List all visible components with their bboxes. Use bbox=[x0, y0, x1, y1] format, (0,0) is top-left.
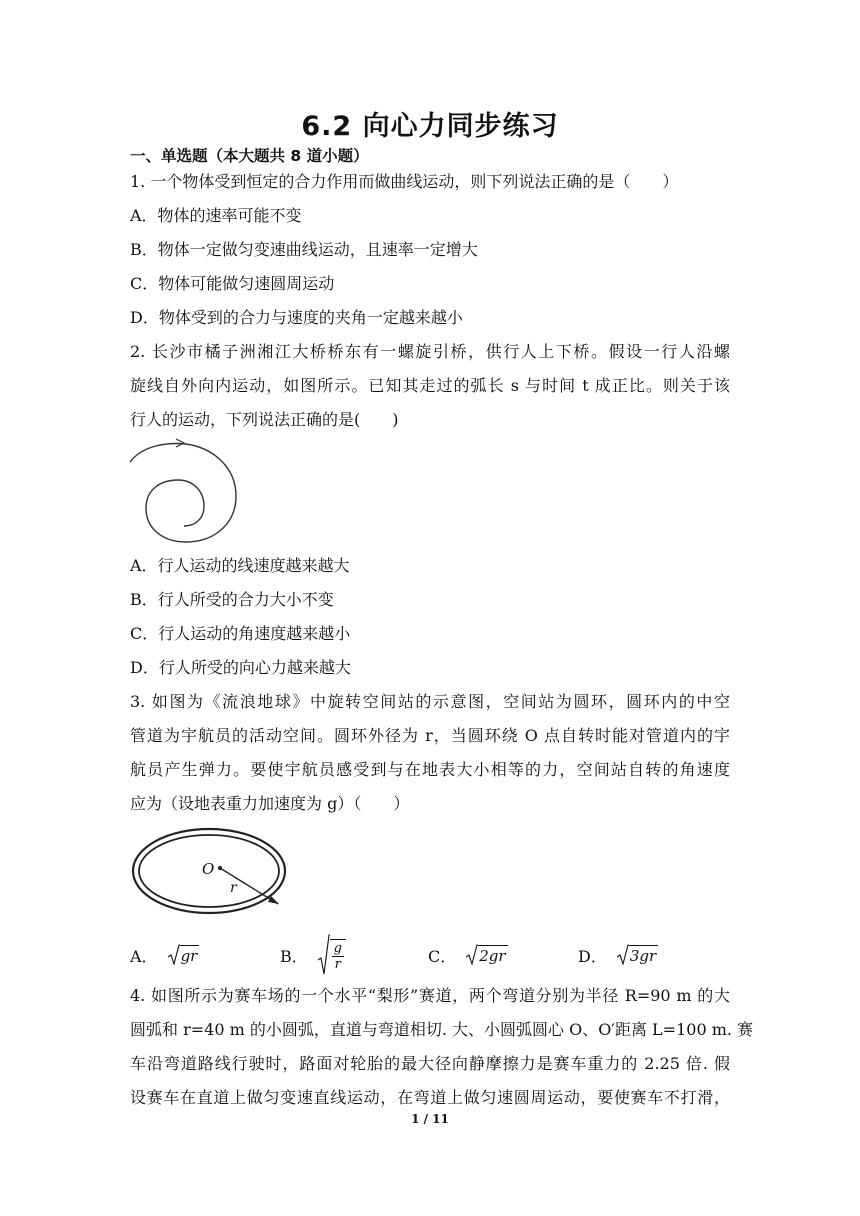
q1-stem: 1. 一个物体受到恒定的合力作用而做曲线运动，则下列说法正确的是（ ） bbox=[130, 172, 679, 191]
q4-stem-line3: 车沿弯道路线行驶时，路面对轮胎的最大径向静摩擦力是赛车重力的 2.25 倍. 假 bbox=[130, 1054, 730, 1073]
q3-stem-line4: 应为（设地表重力加速度为 g）（ ） bbox=[130, 794, 410, 813]
q2-option-b: B．行人所受的合力大小不变 bbox=[130, 590, 334, 609]
q3-option-c bbox=[428, 933, 508, 977]
q1-option-a: A．物体的速率可能不变 bbox=[130, 206, 302, 225]
q3-stem-line2: 管道为宇航员的活动空间。圆环外径为 r，当圆环绕 O 点自转时能对管道内的宇 bbox=[130, 726, 730, 745]
q2-stem-line2: 旋线自外向内运动，如图所示。已知其走过的弧长 s 与时间 t 成正比。则关于该 bbox=[130, 376, 730, 395]
q3-stem-line3: 航员产生弹力。要使宇航员感受到与在地表大小相等的力，空间站自转的角速度 bbox=[130, 760, 730, 779]
sqrt-2gr: 2gr bbox=[466, 944, 507, 966]
q4-stem-line1: 4. 如图所示为赛车场的一个水平“梨形”赛道，两个弯道分别为半径 R=90 m 的大 bbox=[130, 986, 730, 1005]
sqrt-3gr: 3gr bbox=[617, 944, 658, 966]
q2-option-d: D．行人所受的向心力越来越大 bbox=[130, 658, 351, 677]
q3-option-b bbox=[280, 933, 346, 977]
q1-option-d: D．物体受到的合力与速度的夹角一定越来越小 bbox=[130, 308, 463, 327]
radius-r-label: r bbox=[230, 880, 237, 896]
q3-option-d bbox=[578, 933, 658, 977]
q2-option-a: A．行人运动的线速度越来越大 bbox=[130, 556, 350, 575]
q2-option-c: C．行人运动的角速度越来越小 bbox=[130, 624, 351, 643]
center-o-label: O bbox=[202, 860, 215, 878]
q3-options bbox=[130, 933, 750, 977]
q3-option-a bbox=[130, 933, 199, 977]
sqrt-g-over-r: g r bbox=[318, 934, 346, 976]
q3-option-d-label: D． bbox=[578, 946, 607, 966]
q3-option-a-label: A． bbox=[130, 946, 158, 966]
space-station-figure bbox=[130, 826, 288, 916]
q3-option-c-label: C． bbox=[428, 946, 457, 966]
spiral-figure bbox=[128, 438, 242, 546]
page-number: 1 / 11 bbox=[411, 1112, 449, 1126]
section-heading: 一、单选题（本大题共 8 道小题） bbox=[130, 147, 369, 165]
q1-option-c: C．物体可能做匀速圆周运动 bbox=[130, 274, 335, 293]
page-title: 6.2 向心力同步练习 bbox=[301, 111, 559, 142]
q3-stem-line1: 3. 如图为《流浪地球》中旋转空间站的示意图，空间站为圆环，圆环内的中空 bbox=[130, 692, 730, 711]
sqrt-gr: gr bbox=[168, 944, 200, 966]
q4-stem-line2: 圆弧和 r=40 m 的小圆弧，直道与弯道相切. 大、小圆弧圆心 O、O′距离 L=100 m. 赛 bbox=[130, 1020, 754, 1039]
q1-option-b: B．物体一定做匀变速曲线运动，且速率一定增大 bbox=[130, 240, 478, 259]
q3-option-b-label: B． bbox=[280, 946, 308, 966]
q2-stem-line3: 行人的运动，下列说法正确的是( ) bbox=[130, 410, 399, 429]
q4-stem-line4: 设赛车在直道上做匀变速直线运动，在弯道上做匀速圆周运动，要使赛车不打滑， bbox=[130, 1088, 730, 1107]
q2-stem-line1: 2. 长沙市橘子洲湘江大桥桥东有一螺旋引桥，供行人上下桥。假设一行人沿螺 bbox=[130, 342, 730, 361]
